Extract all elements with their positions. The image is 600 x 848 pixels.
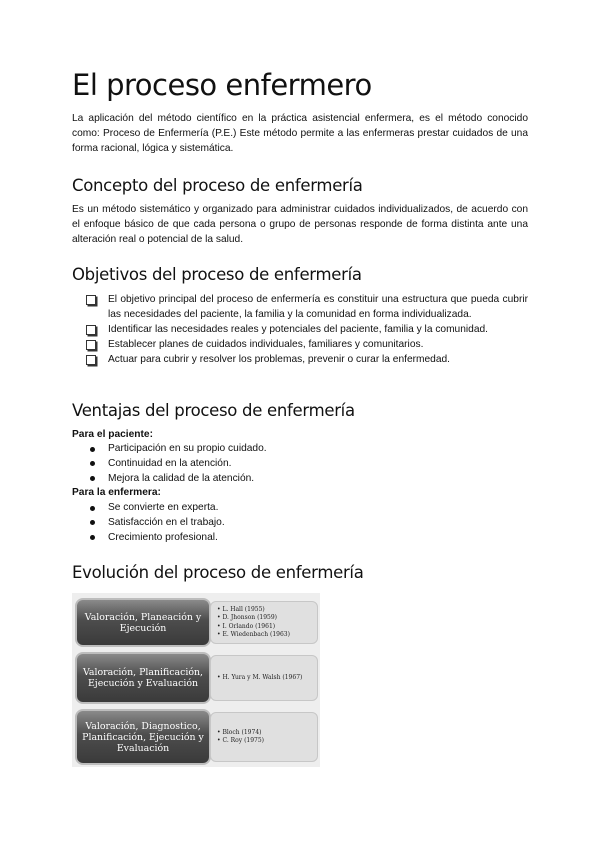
list-item: Mejora la calidad de la atención. (90, 472, 267, 487)
diagram-row (72, 709, 320, 765)
bullet-icon (90, 506, 95, 511)
list-item: Satisfacción en el trabajo. (90, 516, 225, 531)
ventajas-heading: Ventajas del proceso de enfermería (72, 401, 355, 420)
page-title: El proceso enfermero (72, 68, 372, 102)
bullet-icon (90, 476, 95, 481)
bullet-icon (90, 447, 95, 452)
authors-box (210, 712, 318, 762)
author-item: • L. Hall (1955) (217, 605, 265, 613)
objetivo-item (86, 322, 528, 337)
author-item: • Bloch (1974) (217, 728, 262, 736)
evolucion-heading: Evolución del proceso de enfermería (72, 563, 364, 582)
enfermera-list (90, 501, 225, 545)
list-item: Se convierte en experta. (90, 501, 225, 516)
diagram-row (72, 652, 320, 704)
enfermera-label: Para la enfermera: (72, 487, 161, 498)
bullet-icon (90, 535, 95, 540)
objetivo-item (86, 337, 528, 352)
checkbox-icon (86, 295, 96, 305)
authors-box (210, 601, 318, 644)
author-item: • H. Yura y M. Walsh (1967) (217, 673, 303, 681)
author-item: • C. Roy (1975) (217, 737, 265, 744)
paciente-label: Para el paciente: (72, 429, 153, 440)
paciente-list (90, 442, 267, 486)
concepto-paragraph: Es un método sistemático y organizado para administrar cuidados individualizados, de acuerdo con el enfoque básico de que cada persona o grupo de personas responde de forma distinta ante una alteración real o potencial de la salud. (72, 204, 528, 245)
diagram-row (72, 598, 320, 647)
checkbox-icon (86, 355, 96, 365)
author-item: • D. Jhonson (1959) (217, 614, 278, 621)
evolucion-diagram (72, 593, 320, 767)
objetivos-list (86, 292, 528, 367)
objetivo-text: El objetivo principal del proceso de enfermería es constituir una estructura que pueda cubrir las necesidades del paciente, la familia y la comunidad en forma individualizada. (108, 294, 528, 320)
intro-paragraph: La aplicación del método científico en la práctica asistencial enfermera, es el método conocido como: Proceso de Enfermería (P.E.) Este método permite a las enfermeras prestar cuidados de una forma racional, lógica y sistemática. (72, 113, 528, 154)
list-item: Participación en su propio cuidado. (90, 442, 267, 457)
checkbox-icon (86, 340, 96, 350)
bullet-icon (90, 520, 95, 525)
list-item: Continuidad en la atención. (90, 457, 267, 472)
objetivo-item (86, 352, 528, 367)
objetivo-text: Establecer planes de cuidados individuales, familiares y comunitarios. (108, 339, 424, 350)
stage-box: Valoración, Diagnostico, Planificación, Ejecución y Evaluación (75, 709, 211, 765)
bullet-icon (90, 461, 95, 466)
concepto-heading: Concepto del proceso de enfermería (72, 176, 363, 195)
authors-box (210, 655, 318, 701)
author-item: • I. Orlando (1961) (217, 622, 276, 630)
objetivo-item (86, 292, 528, 322)
objetivo-text: Actuar para cubrir y resolver los problemas, prevenir o curar la enfermedad. (108, 354, 450, 365)
stage-box: Valoración, Planificación, Ejecución y Evaluación (75, 652, 211, 704)
author-item: • E. Wiedenbach (1963) (217, 631, 290, 638)
list-item: Crecimiento profesional. (90, 531, 225, 546)
stage-box: Valoración, Planeación y Ejecución (75, 598, 211, 647)
objetivos-heading: Objetivos del proceso de enfermería (72, 265, 362, 284)
objetivo-text: Identificar las necesidades reales y potenciales del paciente, familia y la comunidad. (108, 324, 488, 335)
checkbox-icon (86, 325, 96, 335)
